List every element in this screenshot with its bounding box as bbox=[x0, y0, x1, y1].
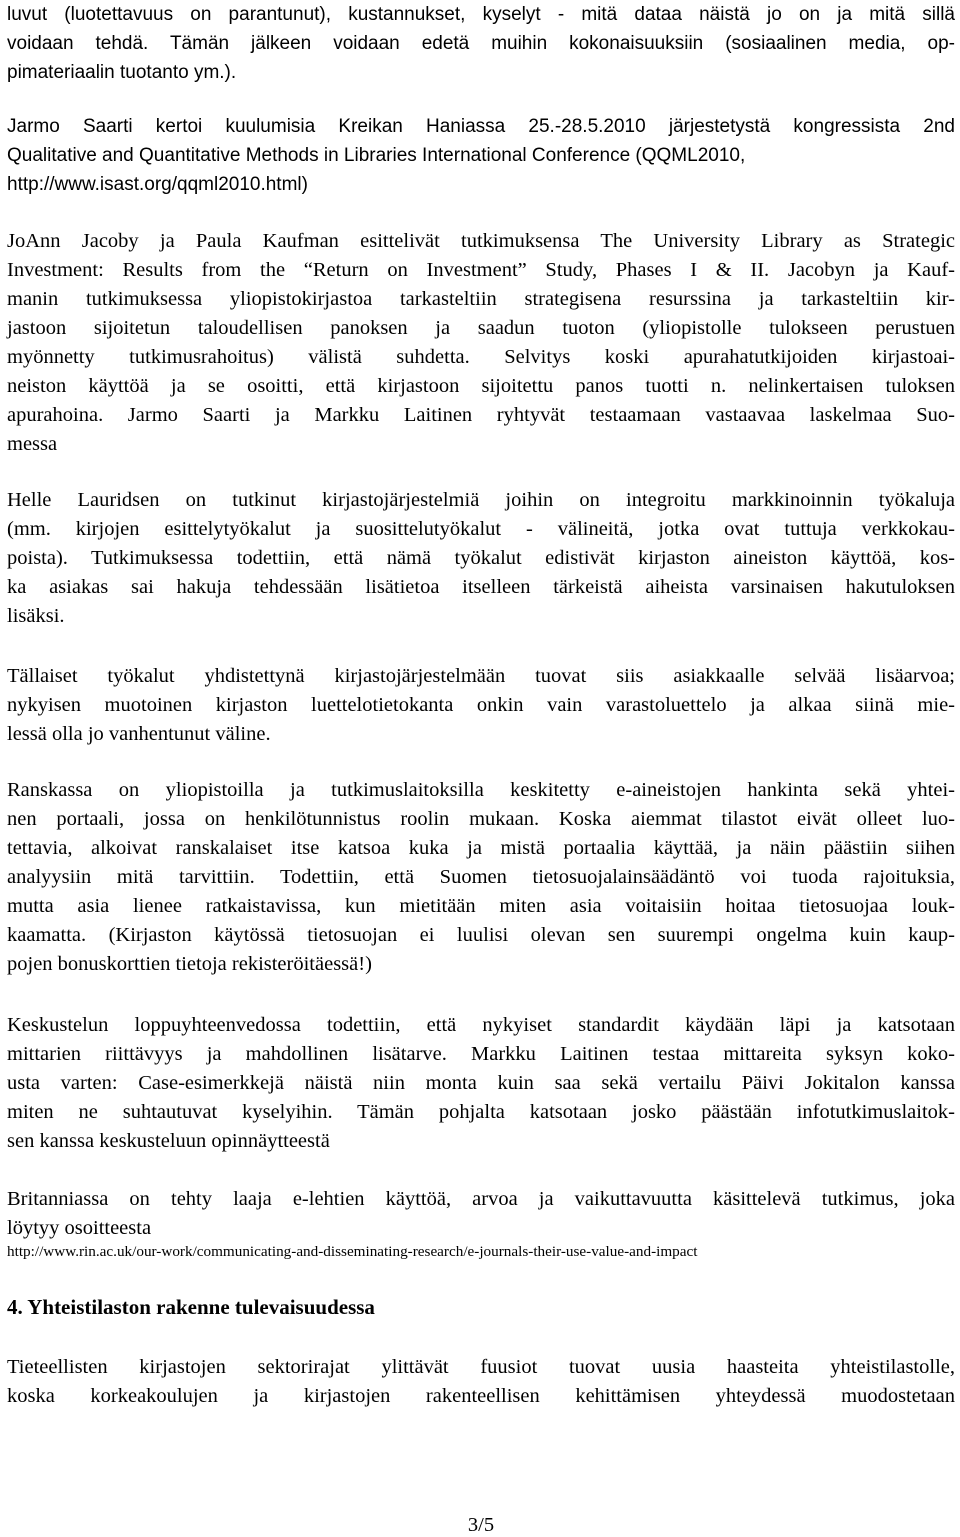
text-line: Keskustelun loppuyhteenvedossa todettiin, että nykyiset standardit käydään läpi ja katsotaan bbox=[7, 1014, 955, 1036]
text-line: sen kanssa keskusteluun opinnäytteestä bbox=[7, 1130, 330, 1152]
text-line: löytyy osoitteesta bbox=[7, 1217, 152, 1239]
paragraph-qqml-conference bbox=[7, 112, 955, 199]
text-line: nykyisen muotoinen kirjaston luettelotietokanta onkin vain varastoluettelo ja alkaa siinä mie- bbox=[7, 694, 955, 716]
text-line: mutta asia lienee ratkaistavissa, kun mietitään miten asia voitaisiin hoitaa tietosuojaa louk- bbox=[7, 895, 955, 917]
text-line: pimateriaalin tuotanto ym.). bbox=[7, 62, 237, 83]
text-line: koska korkeakoulujen ja kirjastojen rakenteellisen kehittämisen yhteydessä muodostetaan bbox=[7, 1385, 955, 1407]
paragraph-lauridsen bbox=[7, 486, 955, 631]
text-line: analyysiin mitä tarvittiin. Todettiin, että Suomen tietosuojalainsäädäntö voi tuoda rajoituksia, bbox=[7, 866, 955, 888]
paragraph-britain bbox=[7, 1185, 955, 1243]
text-line: JoAnn Jacoby ja Paula Kaufman esittelivät tutkimuksensa The University Library as Strategic bbox=[7, 230, 955, 252]
text-line: voidaan tehdä. Tämän jälkeen voidaan edetä muihin kokonaisuuksiin (sosiaalinen media, op- bbox=[7, 33, 955, 54]
text-line: neiston käyttöä ja se osoitti, että kirjastoon sijoitettu panos tuotti n. nelinkertaisen tuloksen bbox=[7, 375, 955, 397]
text-line: (mm. kirjojen esittelytyökalut ja suosittelutyökalut - välineitä, jotka ovat tuttuja verkkokau- bbox=[7, 518, 955, 540]
text-line: Qualitative and Quantitative Methods in Libraries International Conference (QQML2010, bbox=[7, 145, 746, 166]
paragraph-intro-continuation bbox=[7, 0, 955, 87]
text-line: Helle Lauridsen on tutkinut kirjastojärjestelmiä joihin on integroitu markkinoinnin työkaluja bbox=[7, 489, 955, 511]
page-number: 3/5 bbox=[467, 1514, 495, 1536]
paragraph-section-4-intro bbox=[7, 1353, 955, 1411]
text-line: miten ne suhtautuvat kyselyihin. Tämän pohjalta katsotaan josko päästään infotutkimuslaitok- bbox=[7, 1101, 955, 1123]
rin-url-text: http://www.rin.ac.uk/our-work/communicating-and-disseminating-research/e-journals-their-use-value-and-impact bbox=[7, 1243, 698, 1260]
text-line: kaamatta. (Kirjaston käytössä tietosuojan ei luulisi olevan sen suurempi ongelma kuin kaup- bbox=[7, 924, 955, 946]
text-line: mittarien riittävyys ja mahdollinen lisätarve. Markku Laitinen testaa mittareita syksyn koko- bbox=[7, 1043, 955, 1065]
section-heading: 4. Yhteistilaston rakenne tulevaisuudessa bbox=[7, 1295, 375, 1319]
text-line: nen portaali, jossa on henkilötunnistus roolin mukaan. Koska aiemmat tilastot eivät olleet luo- bbox=[7, 808, 955, 830]
text-line: luvut (luotettavuus on parantunut), kustannukset, kyselyt - mitä dataa näistä jo on ja mitä sillä bbox=[7, 4, 955, 25]
text-line: usta varten: Case-esimerkkejä näistä niin monta kuin saa sekä vertailu Päivi Jokitalon kanssa bbox=[7, 1072, 955, 1094]
paragraph-france bbox=[7, 776, 955, 979]
text-line: lisäksi. bbox=[7, 605, 65, 627]
paragraph-summary bbox=[7, 1011, 955, 1156]
text-line: Tieteellisten kirjastojen sektorirajat ylittävät fuusiot tuovat uusia haasteita yhteistilastolle, bbox=[7, 1356, 955, 1378]
text-line: myönnetty tutkimusrahoitus) välistä suhdetta. Selvitys koski apurahatutkijoiden kirjastoai- bbox=[7, 346, 955, 368]
paragraph-jacoby-kaufman bbox=[7, 227, 955, 459]
text-line: Investment: Results from the “Return on Investment” Study, Phases I & II. Jacobyn ja Kauf- bbox=[7, 259, 955, 281]
paragraph-tools-value bbox=[7, 662, 955, 749]
text-line: lessä olla jo vanhentunut väline. bbox=[7, 723, 271, 745]
text-line: jastoon sijoitetun taloudellisen panoksen ja saadun tuoton (yliopistolle tulokseen perustuen bbox=[7, 317, 955, 339]
text-line: tettavia, alkoivat ranskalaiset itse katsoa kuka ja mistä portaalia käyttää, ja näin päästiin siihen bbox=[7, 837, 955, 859]
text-line: manin tutkimuksessa yliopistokirjastoa tarkasteltiin strategisena resurssina ja tarkasteltiin kir- bbox=[7, 288, 955, 310]
text-line: messa bbox=[7, 433, 58, 455]
text-line: pojen bonuskorttien tietoja rekisteröitäessä!) bbox=[7, 953, 372, 975]
text-line: http://www.isast.org/qqml2010.html) bbox=[7, 174, 308, 195]
text-line: apurahoina. Jarmo Saarti ja Markku Laitinen ryhtyvät testaamaan vastaavaa laskelmaa Suo- bbox=[7, 404, 955, 426]
text-line: poista). Tutkimuksessa todettiin, että nämä työkalut edistivät kirjaston aineiston käyttöä, kos- bbox=[7, 547, 955, 569]
text-line: Tällaiset työkalut yhdistettynä kirjastojärjestelmään tuovat siis asiakkaalle selvää lisäarvoa; bbox=[7, 665, 955, 687]
text-line: ka asiakas sai hakuja tehdessään lisätietoa itselleen tärkeistä aiheista varsinaisen hakutuloksen bbox=[7, 576, 955, 598]
text-line: Britanniassa on tehty laaja e-lehtien käyttöä, arvoa ja vaikuttavuutta käsittelevä tutkimus, joka bbox=[7, 1188, 955, 1210]
text-line: Ranskassa on yliopistoilla ja tutkimuslaitoksilla keskitetty e-aineistojen hankinta sekä yhtei- bbox=[7, 779, 955, 801]
text-line: Jarmo Saarti kertoi kuulumisia Kreikan Haniassa 25.-28.5.2010 järjestetystä kongressista 2nd bbox=[7, 116, 955, 137]
